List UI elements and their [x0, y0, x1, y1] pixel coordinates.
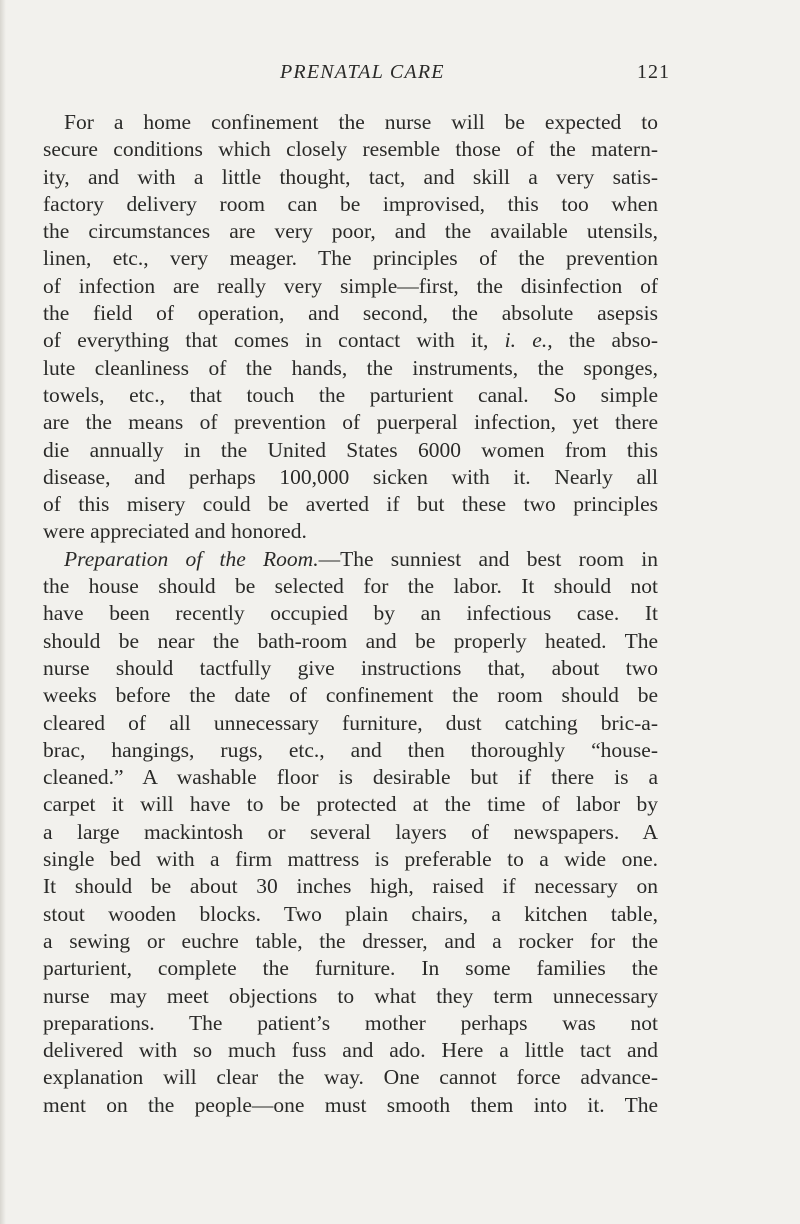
text-line [43, 327, 658, 354]
text-line: cleaned.” A washable floor is desirable but if there is a [43, 765, 658, 790]
text-line: the field of operation, and second, the absolute asepsis [43, 301, 658, 326]
text-line: of this misery could be averted if but these two principles [43, 492, 658, 517]
text-line: explanation will clear the way. One cannot force advance- [43, 1065, 658, 1090]
text-line: carpet it will have to be protected at the time of labor by [43, 792, 658, 817]
text-line: the circumstances are very poor, and the available utensils, [43, 219, 658, 244]
text-line: the house should be selected for the labor. It should not [43, 574, 658, 599]
text-line: disease, and perhaps 100,000 sicken with it. Nearly all [43, 464, 658, 489]
text-line: factory delivery room can be improvised, this too when [43, 191, 658, 216]
text-line: die annually in the United States 6000 women from this [43, 437, 658, 462]
text-line: a large mackintosh or several layers of newspapers. A [43, 819, 658, 844]
text-line: preparations. The patient’s mother perhaps was not [43, 1010, 658, 1035]
text-line: ity, and with a little thought, tact, and skill a very satis- [43, 164, 658, 189]
running-head-title: PRENATAL CARE [280, 61, 445, 83]
text-line: stout wooden blocks. Two plain chairs, a kitchen table, [43, 901, 658, 926]
section-heading: Preparation of the Room. [64, 546, 319, 571]
text-line: parturient, complete the furniture. In some families the [43, 956, 658, 981]
text-line: brac, hangings, rugs, etc., and then thoroughly “house- [43, 737, 658, 762]
text-line: have been recently occupied by an infectious case. It [43, 601, 658, 626]
text-line: towels, etc., that touch the parturient canal. So simple [43, 382, 658, 407]
text-line-end: —The sunniest and best room in [318, 546, 658, 571]
text-line-end: the abso- [568, 328, 659, 353]
text-line-start: of everything that comes in contact with it, [43, 328, 489, 353]
page-number: 121 [637, 61, 670, 83]
body-text [43, 109, 658, 1119]
text-line: nurse should tactfully give instructions that, about two [43, 655, 658, 680]
page-gutter-shadow [0, 0, 6, 1224]
text-line: were appreciated and honored. [43, 519, 307, 544]
text-line: of infection are really very simple—first, the disinfection of [43, 273, 658, 298]
text-line: secure conditions which closely resemble those of the matern- [43, 137, 658, 162]
text-line: For a home confinement the nurse will be expected to [64, 110, 658, 134]
text-line: are the means of prevention of puerperal infection, yet there [43, 410, 658, 435]
text-line [43, 546, 658, 573]
text-line: single bed with a firm mattress is preferable to a wide one. [43, 847, 658, 872]
text-line: a sewing or euchre table, the dresser, and a rocker for the [43, 928, 658, 953]
text-line: cleared of all unnecessary furniture, dust catching bric-a- [43, 710, 658, 735]
text-line: lute cleanliness of the hands, the instruments, the sponges, [43, 355, 658, 380]
text-line: delivered with so much fuss and ado. Here a little tact and [43, 1038, 658, 1063]
text-line: linen, etc., very meager. The principles of the prevention [43, 246, 658, 271]
italic-abbreviation: i. e., [504, 328, 553, 353]
text-line: It should be about 30 inches high, raised if necessary on [43, 874, 658, 899]
text-line: nurse may meet objections to what they term unnecessary [43, 983, 658, 1008]
text-line: weeks before the date of confinement the room should be [43, 683, 658, 708]
text-line: should be near the bath-room and be properly heated. The [43, 628, 658, 653]
text-line: ment on the people—one must smooth them into it. The [43, 1092, 658, 1117]
running-head [0, 61, 800, 87]
